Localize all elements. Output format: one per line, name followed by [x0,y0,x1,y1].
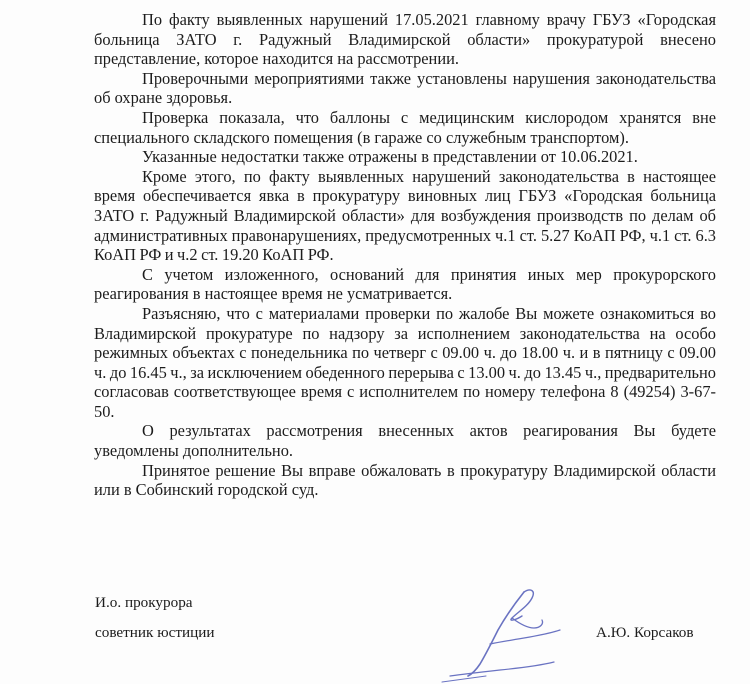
paragraph-5: Кроме этого, по факту выявленных нарушений законодательства в настоящее время обеспечивается явка в прокуратуру виновных лиц ГБУЗ «Городская больница ЗАТО г. Радужный Владимирской области» для возбуждения производств по делам об административных правонарушениях, предусмотренных ч.1 ст. 5.27 КоАП РФ, ч.1 ст. 6.3 КоАП РФ и ч.2 ст. 19.20 КоАП РФ. [94,166,716,265]
handwritten-signature [420,572,580,684]
signer-name: А.Ю. Корсаков [596,624,694,641]
paragraph-1: По факту выявленных нарушений 17.05.2021 главному врачу ГБУЗ «Городская больница ЗАТО г. Радужный Владимирской области» прокуратурой внесено представление, которое находится на рассмотрении. [94,10,716,69]
paragraph-3: Проверка показала, что баллоны с медицинским кислородом хранятся вне специального складского помещения (в гараже со служебным транспортом). [94,107,716,147]
signer-rank: советник юстиции [95,624,215,641]
signature-strokes [442,590,560,682]
paragraph-9: Принятое решение Вы вправе обжаловать в прокуратуру Владимирской области или в Собинский городской суд. [94,460,716,500]
paragraph-2: Проверочными мероприятиями также установлены нарушения законодательства об охране здоровья. [94,68,716,108]
paragraph-7: Разъясняю, что с материалами проверки по жалобе Вы можете ознакомиться во Владимирской прокуратуре по надзору за исполнением законодательства на особо режимных объектах с понедельника по четверг с 09.00 ч. до 18.00 ч. и в пятницу с 09.00 ч. до 16.45 ч., за исключением обеденного перерыва с 13.00 ч. до 13.45 ч., предварительно согласовав соответствующее время с исполнителем по номеру телефона 8 (49254) 3-67-50. [94,303,716,421]
paragraph-4: Указанные недостатки также отражены в представлении от 10.06.2021. [142,147,638,167]
paragraph-8: О результатах рассмотрения внесенных актов реагирования Вы будете уведомлены дополнительно. [94,421,716,461]
paragraph-6: С учетом изложенного, оснований для принятия иных мер прокурорского реагирования в настоящее время не усматривается. [94,264,716,304]
signer-position: И.о. прокурора [95,594,193,611]
letter-body [94,10,716,500]
